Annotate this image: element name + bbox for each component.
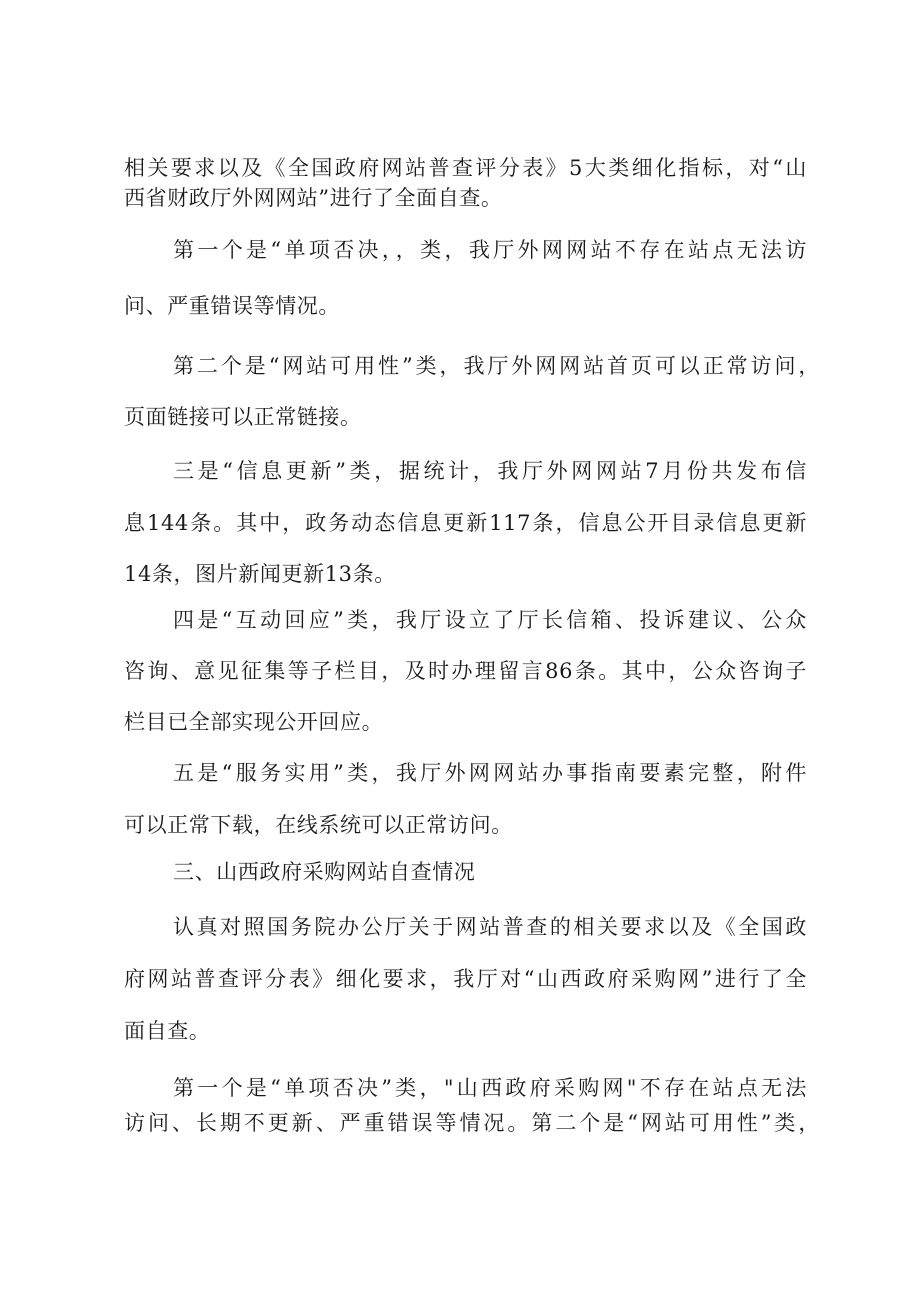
text-line: 14条，图片新闻更新13条。 — [124, 562, 396, 586]
text-line: 第一个是“单项否决”类，"山西政府采购网"不存在站点无法 — [173, 1076, 807, 1100]
text-line: 第二个是“网站可用性”类，我厅外网网站首页可以正常访问， — [173, 354, 820, 378]
text-line: 栏目已全部实现公开回应。 — [124, 710, 384, 734]
text-line: 可以正常下载，在线系统可以正常访问。 — [124, 813, 513, 837]
text-line: 面自查。 — [124, 1019, 211, 1043]
text-line: 五是“服务实用”类，我厅外网网站办事指南要素完整，附件 — [173, 761, 807, 785]
text-line: 息144条。其中，政务动态信息更新117条，信息公开目录信息更新 — [124, 511, 807, 535]
text-line: 访问、长期不更新、严重错误等情况。第二个是“网站可用性”类， — [124, 1111, 820, 1135]
text-line: 西省财政厅外网网站”进行了全面自查。 — [124, 186, 503, 210]
text-line: 问、严重错误等情况。 — [124, 294, 340, 318]
text-line: 府网站普查评分表》细化要求，我厅对“山西政府采购网”进行了全 — [124, 967, 807, 991]
section-heading: 三、山西政府采购网站自查情况 — [173, 860, 476, 884]
text-line: 咨询、意见征集等子栏目，及时办理留言86条。其中，公众咨询子 — [124, 659, 807, 683]
text-line: 四是“互动回应”类，我厅设立了厅长信箱、投诉建议、公众 — [173, 608, 807, 632]
text-line: 认真对照国务院办公厅关于网站普查的相关要求以及《全国政 — [173, 915, 807, 939]
text-line: 三是“信息更新”类，据统计，我厅外网网站7月份共发布信 — [173, 459, 807, 483]
text-line: 页面链接可以正常链接。 — [124, 405, 362, 429]
text-line: 第一个是“单项否决，，类，我厅外网网站不存在站点无法访 — [173, 238, 807, 262]
text-line: 相关要求以及《全国政府网站普查评分表》5大类细化指标，对“山 — [124, 156, 807, 180]
